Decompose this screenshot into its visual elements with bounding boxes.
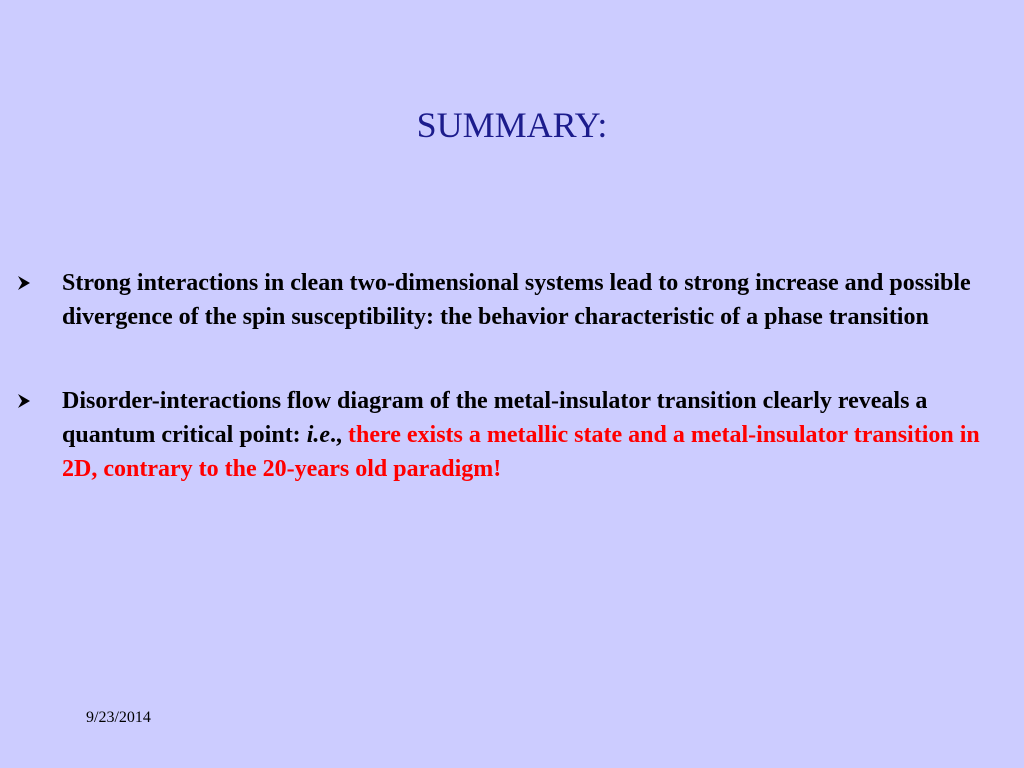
bullet-text-separator: ., xyxy=(330,422,349,448)
footer-date: 9/23/2014 xyxy=(86,709,151,726)
arrowhead-bullet-icon xyxy=(14,266,34,300)
bullet-text-lead: Disorder-interactions flow diagram of the metal-insulator transition clearly reveals a quantum critical point: xyxy=(62,388,928,448)
slide-title: SUMMARY: xyxy=(416,105,608,145)
bullet-item-spin-susceptibility xyxy=(14,266,1004,334)
bullet-list xyxy=(14,266,1004,486)
bullet-text-ie: i.e xyxy=(306,422,331,448)
bullet-item-flow-diagram xyxy=(14,384,1004,486)
arrowhead-bullet-icon xyxy=(14,384,34,418)
bullet-text: Strong interactions in clean two-dimensional systems lead to strong increase and possible divergence of the spin susceptibility: the behavior characteristic of a phase transition xyxy=(62,270,971,330)
bullet-text-highlight: there exists a metallic state and a metal-insulator transition in 2D, contrary to the 20-years old paradigm! xyxy=(62,422,980,482)
